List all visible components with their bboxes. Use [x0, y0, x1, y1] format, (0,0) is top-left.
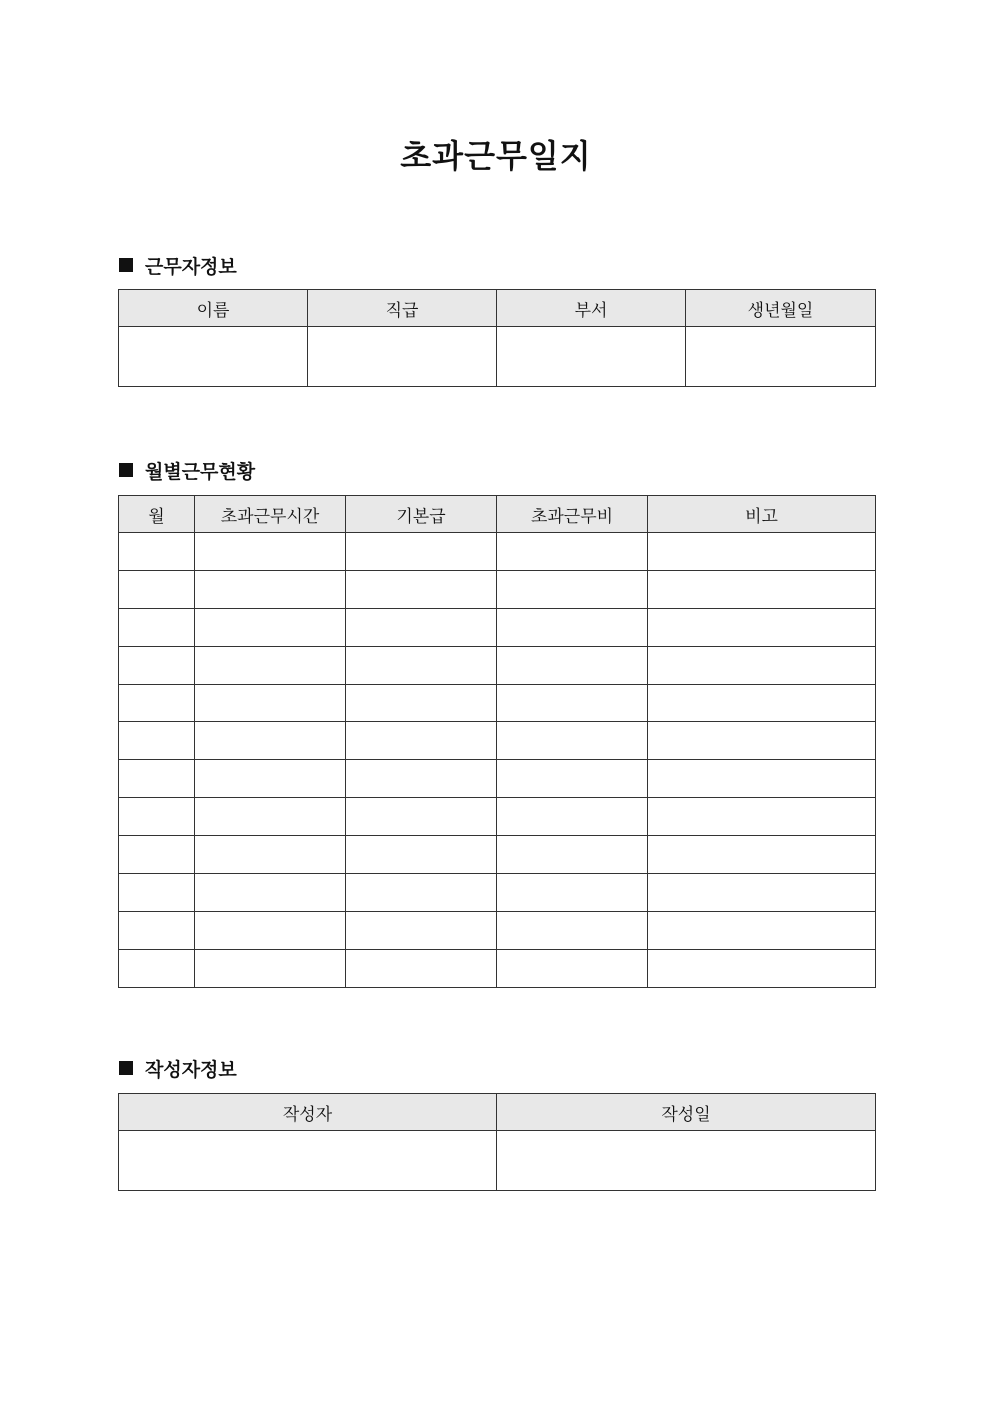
author-info-header-row: [119, 1094, 876, 1131]
name-header: 이름: [119, 290, 308, 327]
table-row: [119, 874, 876, 912]
overtime-hours-cell[interactable]: [195, 646, 346, 684]
overtime-hours-cell[interactable]: [195, 570, 346, 608]
position-header: 직급: [308, 290, 497, 327]
square-bullet-icon: [119, 1061, 133, 1075]
overtime-pay-cell[interactable]: [497, 949, 648, 987]
base-salary-cell[interactable]: [346, 836, 497, 874]
base-salary-cell[interactable]: [346, 570, 497, 608]
overtime-hours-cell[interactable]: [195, 836, 346, 874]
overtime-hours-header: 초과근무시간: [195, 496, 346, 533]
overtime-pay-cell[interactable]: [497, 570, 648, 608]
monthly-status-heading: [119, 455, 255, 485]
table-row: [119, 533, 876, 571]
remarks-cell[interactable]: [648, 836, 876, 874]
remarks-cell[interactable]: [648, 798, 876, 836]
base-salary-cell[interactable]: [346, 533, 497, 571]
overtime-pay-cell[interactable]: [497, 533, 648, 571]
month-cell[interactable]: [119, 533, 195, 571]
base-salary-cell[interactable]: [346, 722, 497, 760]
monthly-status-body: [119, 533, 876, 988]
author-field[interactable]: [119, 1131, 497, 1191]
table-row: [119, 836, 876, 874]
month-cell[interactable]: [119, 760, 195, 798]
remarks-cell[interactable]: [648, 760, 876, 798]
overtime-pay-cell[interactable]: [497, 646, 648, 684]
base-salary-cell[interactable]: [346, 684, 497, 722]
overtime-hours-cell[interactable]: [195, 533, 346, 571]
month-header: 월: [119, 496, 195, 533]
department-header: 부서: [497, 290, 686, 327]
month-cell[interactable]: [119, 608, 195, 646]
remarks-cell[interactable]: [648, 646, 876, 684]
author-header: 작성자: [119, 1094, 497, 1131]
overtime-hours-cell[interactable]: [195, 684, 346, 722]
worker-info-input-row: [119, 327, 876, 387]
worker-info-heading-label: 근무자정보: [145, 255, 237, 278]
overtime-pay-cell[interactable]: [497, 836, 648, 874]
remarks-cell[interactable]: [648, 874, 876, 912]
worker-info-table: [118, 289, 876, 387]
overtime-hours-cell[interactable]: [195, 760, 346, 798]
remarks-cell[interactable]: [648, 911, 876, 949]
month-cell[interactable]: [119, 570, 195, 608]
table-row: [119, 608, 876, 646]
base-salary-header: 기본급: [346, 496, 497, 533]
remarks-header: 비고: [648, 496, 876, 533]
month-cell[interactable]: [119, 646, 195, 684]
base-salary-cell[interactable]: [346, 646, 497, 684]
month-cell[interactable]: [119, 874, 195, 912]
birthdate-field[interactable]: [686, 327, 876, 387]
remarks-cell[interactable]: [648, 949, 876, 987]
month-cell[interactable]: [119, 798, 195, 836]
base-salary-cell[interactable]: [346, 949, 497, 987]
base-salary-cell[interactable]: [346, 911, 497, 949]
position-field[interactable]: [308, 327, 497, 387]
overtime-hours-cell[interactable]: [195, 874, 346, 912]
month-cell[interactable]: [119, 911, 195, 949]
remarks-cell[interactable]: [648, 684, 876, 722]
birthdate-header: 생년월일: [686, 290, 876, 327]
overtime-hours-cell[interactable]: [195, 949, 346, 987]
base-salary-cell[interactable]: [346, 608, 497, 646]
document-title: 초과근무일지: [400, 137, 592, 175]
square-bullet-icon: [119, 463, 133, 477]
author-info-heading-label: 작성자정보: [145, 1058, 237, 1081]
overtime-pay-cell[interactable]: [497, 608, 648, 646]
name-field[interactable]: [119, 327, 308, 387]
monthly-status-table: [118, 495, 876, 988]
table-row: [119, 646, 876, 684]
table-row: [119, 949, 876, 987]
written-date-field[interactable]: [497, 1131, 876, 1191]
overtime-pay-cell[interactable]: [497, 760, 648, 798]
monthly-status-heading-label: 월별근무현황: [145, 460, 256, 483]
table-row: [119, 911, 876, 949]
table-row: [119, 722, 876, 760]
month-cell[interactable]: [119, 836, 195, 874]
written-date-header: 작성일: [497, 1094, 876, 1131]
author-info-input-row: [119, 1131, 876, 1191]
department-field[interactable]: [497, 327, 686, 387]
author-info-table: [118, 1093, 876, 1191]
overtime-pay-cell[interactable]: [497, 911, 648, 949]
table-row: [119, 798, 876, 836]
table-row: [119, 684, 876, 722]
remarks-cell[interactable]: [648, 570, 876, 608]
overtime-pay-cell[interactable]: [497, 722, 648, 760]
worker-info-header-row: [119, 290, 876, 327]
worker-info-heading: [119, 250, 237, 280]
month-cell[interactable]: [119, 949, 195, 987]
remarks-cell[interactable]: [648, 722, 876, 760]
month-cell[interactable]: [119, 722, 195, 760]
overtime-hours-cell[interactable]: [195, 798, 346, 836]
overtime-pay-cell[interactable]: [497, 798, 648, 836]
monthly-status-header-row: [119, 496, 876, 533]
month-cell[interactable]: [119, 684, 195, 722]
overtime-hours-cell[interactable]: [195, 608, 346, 646]
remarks-cell[interactable]: [648, 608, 876, 646]
overtime-pay-cell[interactable]: [497, 684, 648, 722]
overtime-hours-cell[interactable]: [195, 722, 346, 760]
overtime-pay-header: 초과근무비: [497, 496, 648, 533]
base-salary-cell[interactable]: [346, 760, 497, 798]
overtime-pay-cell[interactable]: [497, 874, 648, 912]
base-salary-cell[interactable]: [346, 798, 497, 836]
square-bullet-icon: [119, 258, 133, 272]
table-row: [119, 760, 876, 798]
table-row: [119, 570, 876, 608]
base-salary-cell[interactable]: [346, 874, 497, 912]
author-info-heading: [119, 1053, 237, 1083]
overtime-hours-cell[interactable]: [195, 911, 346, 949]
remarks-cell[interactable]: [648, 533, 876, 571]
